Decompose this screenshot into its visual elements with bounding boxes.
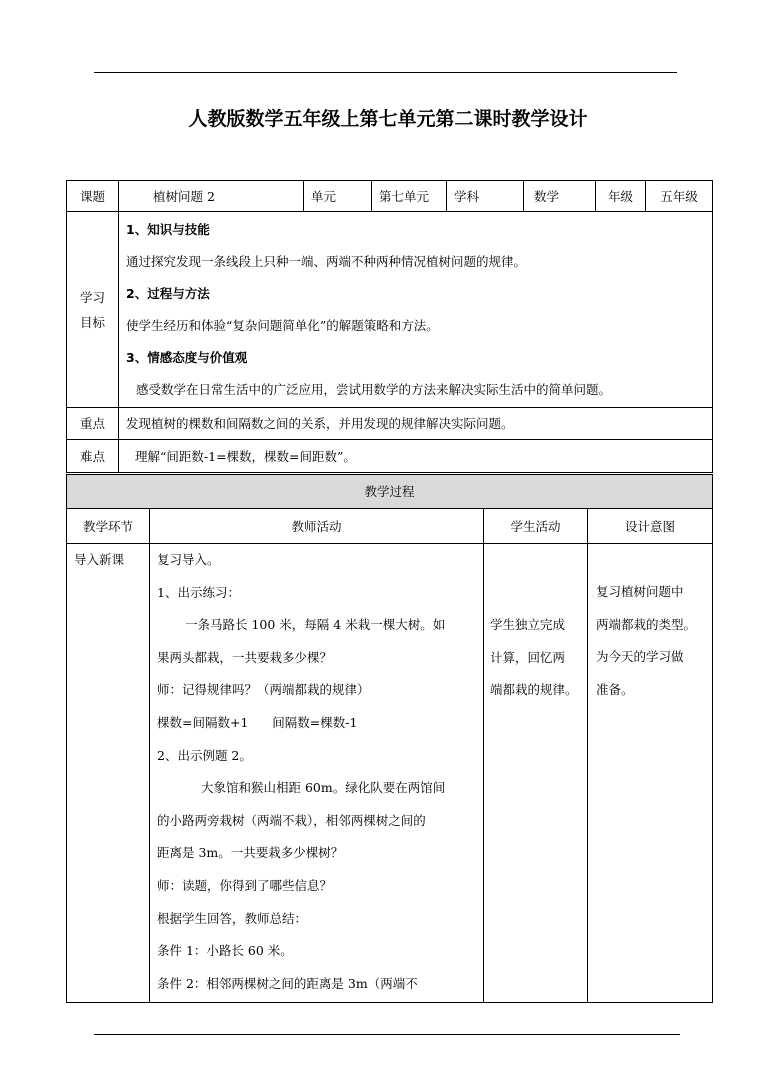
- teacher-line: 棵数=间隔数+1 间隔数=棵数-1: [157, 714, 358, 730]
- student-line: 学生独立完成: [490, 617, 566, 632]
- process-body-row: [67, 544, 713, 1003]
- process-table: [66, 474, 713, 1003]
- column-student: 学生活动: [484, 509, 588, 544]
- footer-rule: [94, 1034, 680, 1035]
- key-point-label: 重点: [67, 408, 119, 440]
- info-row: [67, 181, 713, 212]
- goals-row: [67, 212, 713, 408]
- teacher-line: 师：读题，你得到了哪些信息？: [157, 877, 333, 893]
- difficulty-row: [67, 440, 713, 473]
- process-header-row: [67, 475, 713, 509]
- difficulty-text: 理解“间距数-1=棵数，棵数=间距数”。: [119, 440, 713, 473]
- stage-label: 导入新课: [74, 552, 125, 567]
- goals-label: [67, 212, 119, 408]
- stage-cell: [67, 544, 150, 1003]
- goals-content: [119, 212, 713, 408]
- goal-text-process: 使学生经历和体验“复杂问题简单化”的解题策略和方法。: [126, 317, 439, 333]
- topic-value: 植树问题 2: [119, 181, 304, 212]
- intent-line: 两端都栽的类型。: [596, 616, 697, 632]
- teacher-line: 一条马路长 100 米，每隔 4 米栽一棵大树。如: [185, 617, 446, 633]
- teacher-line: 条件 2：相邻两棵树之间的距离是 3m（两端不: [157, 975, 418, 991]
- header-rule: [94, 72, 677, 73]
- grade-label: 年级: [596, 181, 646, 212]
- teacher-line: 果两头都栽，一共要栽多少棵？: [157, 649, 333, 665]
- design-intent-cell: [588, 544, 713, 1003]
- teacher-line: 大象馆和猴山相距 60m。绿化队要在两馆间: [201, 780, 446, 796]
- goal-heading-attitude: 3、情感态度与价值观: [126, 349, 248, 365]
- teacher-line: 复习导入。: [157, 552, 220, 567]
- teacher-line: 师：记得规律吗？（两端都栽的规律）: [157, 682, 370, 698]
- column-stage: 教学环节: [67, 509, 150, 544]
- student-line: 端都栽的规律。: [490, 682, 578, 698]
- goals-label-line2: 目标: [79, 314, 105, 330]
- column-teacher: 教师活动: [150, 509, 484, 544]
- teacher-line: 1、出示练习：: [157, 584, 240, 600]
- teacher-line: 条件 1：小路长 60 米。: [157, 943, 293, 959]
- goal-heading-process: 2、过程与方法: [126, 285, 210, 301]
- unit-label: 单元: [304, 181, 372, 212]
- intent-line: 准备。: [596, 681, 634, 697]
- process-columns-row: [67, 509, 713, 544]
- key-point-row: [67, 408, 713, 440]
- teacher-activity-cell: [150, 544, 484, 1003]
- difficulty-label: 难点: [67, 440, 119, 473]
- topic-label: 课题: [67, 181, 119, 212]
- unit-value: 第七单元: [372, 181, 447, 212]
- subject-value: 数学: [524, 181, 596, 212]
- teacher-line: 距离是 3m。一共要栽多少棵树？: [157, 845, 344, 861]
- document-title: 人教版数学五年级上第七单元第二课时教学设计: [188, 108, 588, 130]
- goal-text-knowledge: 通过探究发现一条线段上只种一端、两端不种两种情况植树问题的规律。: [126, 253, 527, 269]
- intent-line: 复习植树问题中: [596, 584, 684, 599]
- intent-line: 为今天的学习做: [596, 649, 684, 665]
- subject-label: 学科: [447, 181, 524, 212]
- goals-label-line1: 学习: [79, 289, 105, 305]
- process-header: 教学过程: [67, 475, 713, 509]
- student-line: 计算，回忆两: [490, 649, 566, 665]
- info-table: [66, 180, 713, 473]
- student-activity-cell: [484, 544, 588, 1003]
- teacher-line: 的小路两旁栽树（两端不栽），相邻两棵树之间的: [157, 812, 426, 828]
- goal-text-attitude: 感受数学在日常生活中的广泛应用，尝试用数学的方法来解决实际生活中的简单问题。: [136, 381, 612, 397]
- goal-heading-knowledge: 1、知识与技能: [126, 221, 210, 237]
- grade-value: 五年级: [646, 181, 713, 212]
- key-point-text: 发现植树的棵数和间隔数之间的关系，并用发现的规律解决实际问题。: [119, 408, 713, 440]
- teacher-line: 2、出示例题 2。: [157, 747, 252, 763]
- teacher-line: 根据学生回答，教师总结：: [157, 910, 308, 926]
- column-intent: 设计意图: [588, 509, 713, 544]
